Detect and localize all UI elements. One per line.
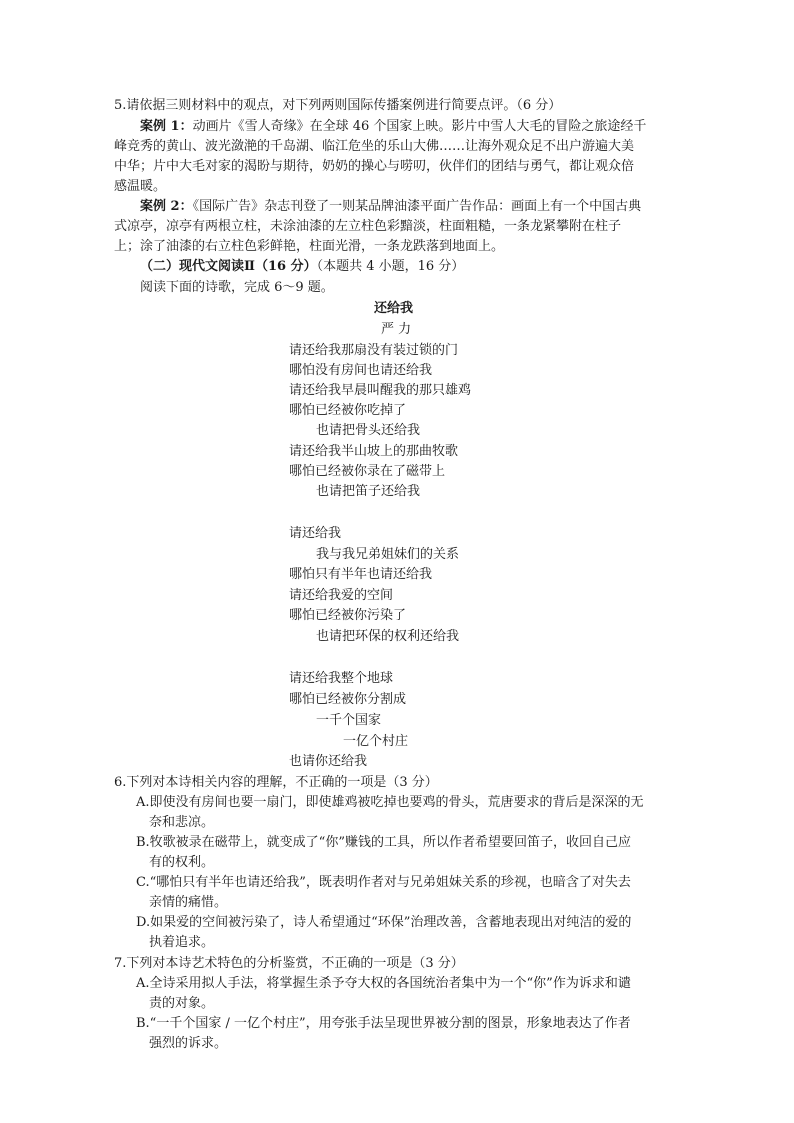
poem-line: 哪怕已经被你录在了磁带上: [289, 464, 446, 479]
poem-line: 请还给我爱的空间: [289, 588, 394, 603]
poem-author: 严 力: [381, 322, 412, 337]
q6-option-c-cont: 亲情的痛惜。: [149, 895, 228, 910]
poem-line: 我与我兄弟姐妹们的关系: [316, 547, 460, 562]
poem-line: 请还给我半山坡上的那曲牧歌: [289, 444, 459, 459]
poem-line: 请还给我早晨叫醒我的那只雄鸡: [289, 383, 472, 398]
q7-option-b-cont: 强烈的诉求。: [149, 1036, 228, 1051]
q5-case1-label: 案例 1：: [140, 119, 193, 134]
poem-line: 请还给我整个地球: [289, 671, 394, 686]
poem-line: 也请把环保的权利还给我: [316, 629, 460, 644]
q5-case2-line-2: 式凉亭，凉亭有两根立柱，未涂油漆的左立柱色彩黯淡，柱面粗糙，一条龙紧攀附在柱子: [114, 219, 622, 234]
q7-option-a: A.全诗采用拟人手法，将掌握生杀予夺大权的各国统治者集中为一个“你”作为诉求和谴: [136, 976, 631, 991]
section2-note: （本题共 4 小题，16 分）: [316, 259, 465, 274]
q5-case1-line-4: 感温暖。: [114, 179, 167, 194]
poem-line: 也请把笛子还给我: [316, 484, 421, 499]
poem-line: 也请把骨头还给我: [316, 423, 421, 438]
q6-option-b: B.牧歌被录在磁带上，就变成了“你”赚钱的工具，所以作者希望要回笛子，收回自己应: [136, 835, 631, 850]
q5-case1-line-3: 中华；片中大毛对家的渴盼与期待，奶奶的操心与唠叨，伙伴们的团结与勇气，都让观众倍: [114, 159, 635, 174]
q5-case1-line-1: 案例 1：动画片《雪人奇缘》在全球 46 个国家上映。影片中雪人大毛的冒险之旅途经千: [140, 119, 647, 134]
poem-line: 哪怕已经被你分割成: [289, 692, 407, 707]
q5-case2-line-1: 案例 2：《国际广告》杂志刊登了一则某品牌油漆平面广告作品：画面上有一个中国古典: [140, 199, 642, 214]
q7-option-a-cont: 责的对象。: [149, 996, 215, 1011]
q5-case1-line-2: 峰竞秀的黄山、波光潋滟的千岛湖、临江危坐的乐山大佛……让海外观众足不出户游遍大美: [114, 139, 635, 154]
poem-line: 哪怕已经被你污染了: [289, 608, 407, 623]
q5-stem: 5.请依据三则材料中的观点，对下列两则国际传播案例进行简要点评。（6 分）: [114, 98, 562, 113]
q5-case2-line-3: 上；涂了油漆的右立柱色彩鲜艳，柱面光滑，一条龙跌落到地面上。: [114, 239, 505, 254]
poem-title: 还给我: [374, 301, 414, 316]
poem-line: 哪怕只有半年也请还给我: [289, 567, 433, 582]
q7-stem: 7.下列对本诗艺术特色的分析鉴赏，不正确的一项是（3 分）: [114, 956, 464, 971]
poem-line: 哪怕已经被你吃掉了: [289, 403, 407, 418]
q6-stem: 6.下列对本诗相关内容的理解，不正确的一项是（3 分）: [114, 775, 438, 790]
poem-line: 一千个国家: [316, 713, 382, 728]
section2-title: （二）现代文阅读Ⅱ（16 分）: [140, 259, 317, 274]
q6-option-b-cont: 有的权利。: [149, 855, 215, 870]
q6-option-a: A.即使没有房间也要一扇门，即使雄鸡被吃掉也要鸡的骨头，荒唐要求的背后是深深的无: [136, 795, 644, 810]
section2-heading: [140, 257, 464, 277]
q6-option-d-cont: 执着追求。: [149, 935, 215, 950]
poem-line: 一亿个村庄: [343, 734, 409, 749]
poem-line: 请还给我: [289, 526, 342, 541]
q6-option-a-cont: 奈和悲凉。: [149, 815, 215, 830]
q6-option-c: C.“哪怕只有半年也请还给我”，既表明作者对与兄弟姐妹关系的珍视，也暗含了对失去: [136, 875, 631, 890]
poem-line: 哪怕没有房间也请还给我: [289, 363, 433, 378]
q6-option-d: D.如果爱的空间被污染了，诗人希望通过“环保”治理改善，含蓄地表现出对纯洁的爱的: [136, 915, 632, 930]
q5-case2-label: 案例 2：: [140, 199, 193, 214]
q7-option-b: B.“一千个国家 / 一亿个村庄”，用夸张手法呈现世界被分割的图景，形象地表达了作者: [136, 1016, 631, 1031]
section2-instruction: 阅读下面的诗歌，完成 6～9 题。: [140, 280, 334, 295]
poem-line: 请还给我那扇没有装过锁的门: [289, 343, 459, 358]
poem-line: 也请你还给我: [289, 754, 368, 769]
